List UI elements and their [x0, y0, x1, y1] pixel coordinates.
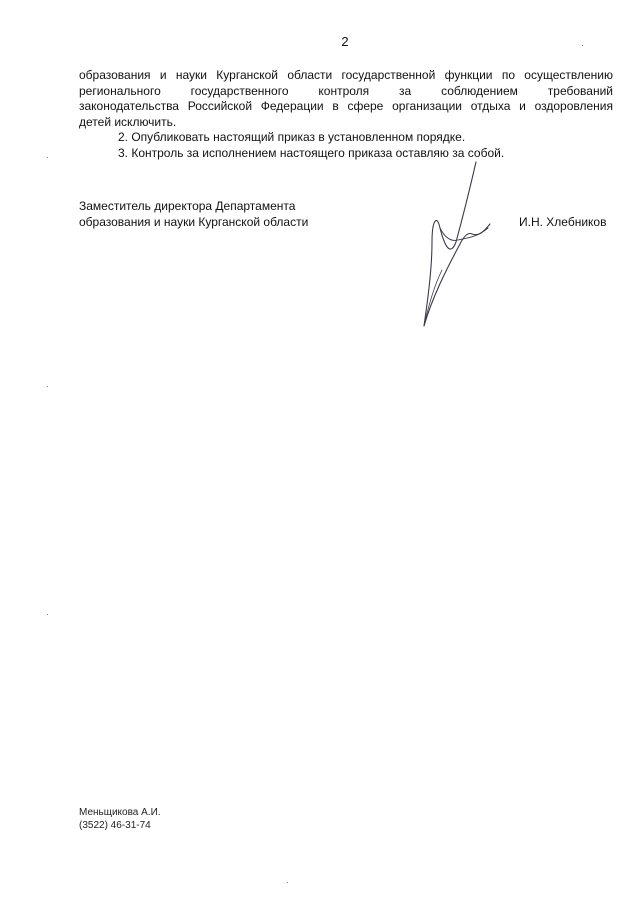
scan-speck — [47, 157, 48, 158]
signer-position — [79, 198, 308, 230]
scan-speck — [47, 614, 48, 615]
executor-phone: (3522) 46-31-74 — [79, 820, 151, 831]
text-line: законодательства Российской Федерации в сфере организации отдыха и оздоровления — [79, 99, 613, 113]
signer-name: И.Н. Хлебников — [519, 215, 607, 229]
signer-position-line: образования и науки Курганской области — [79, 215, 309, 229]
scan-speck — [582, 45, 583, 46]
text-line: регионального государственного контроля за соблюдением требований — [79, 83, 613, 98]
scan-speck — [47, 386, 48, 387]
signer-position-line: Заместитель директора Департамента — [79, 199, 296, 213]
executor-name: Меньщикова А.И. — [79, 807, 161, 818]
scan-speck — [287, 882, 288, 883]
handwritten-signature — [410, 158, 510, 333]
executor-info — [79, 806, 161, 832]
order-item-3: 3. Контроль за исполнением настоящего приказа оставляю за собой. — [118, 145, 505, 160]
order-item-2: 2. Опубликовать настоящий приказ в установленном порядке. — [118, 130, 466, 144]
text-line: детей исключить. — [79, 114, 177, 129]
text-line: образования и науки Курганской области государственной функции по осуществлению — [79, 68, 613, 82]
page-number: 2 — [341, 34, 349, 49]
order-text — [79, 68, 613, 161]
